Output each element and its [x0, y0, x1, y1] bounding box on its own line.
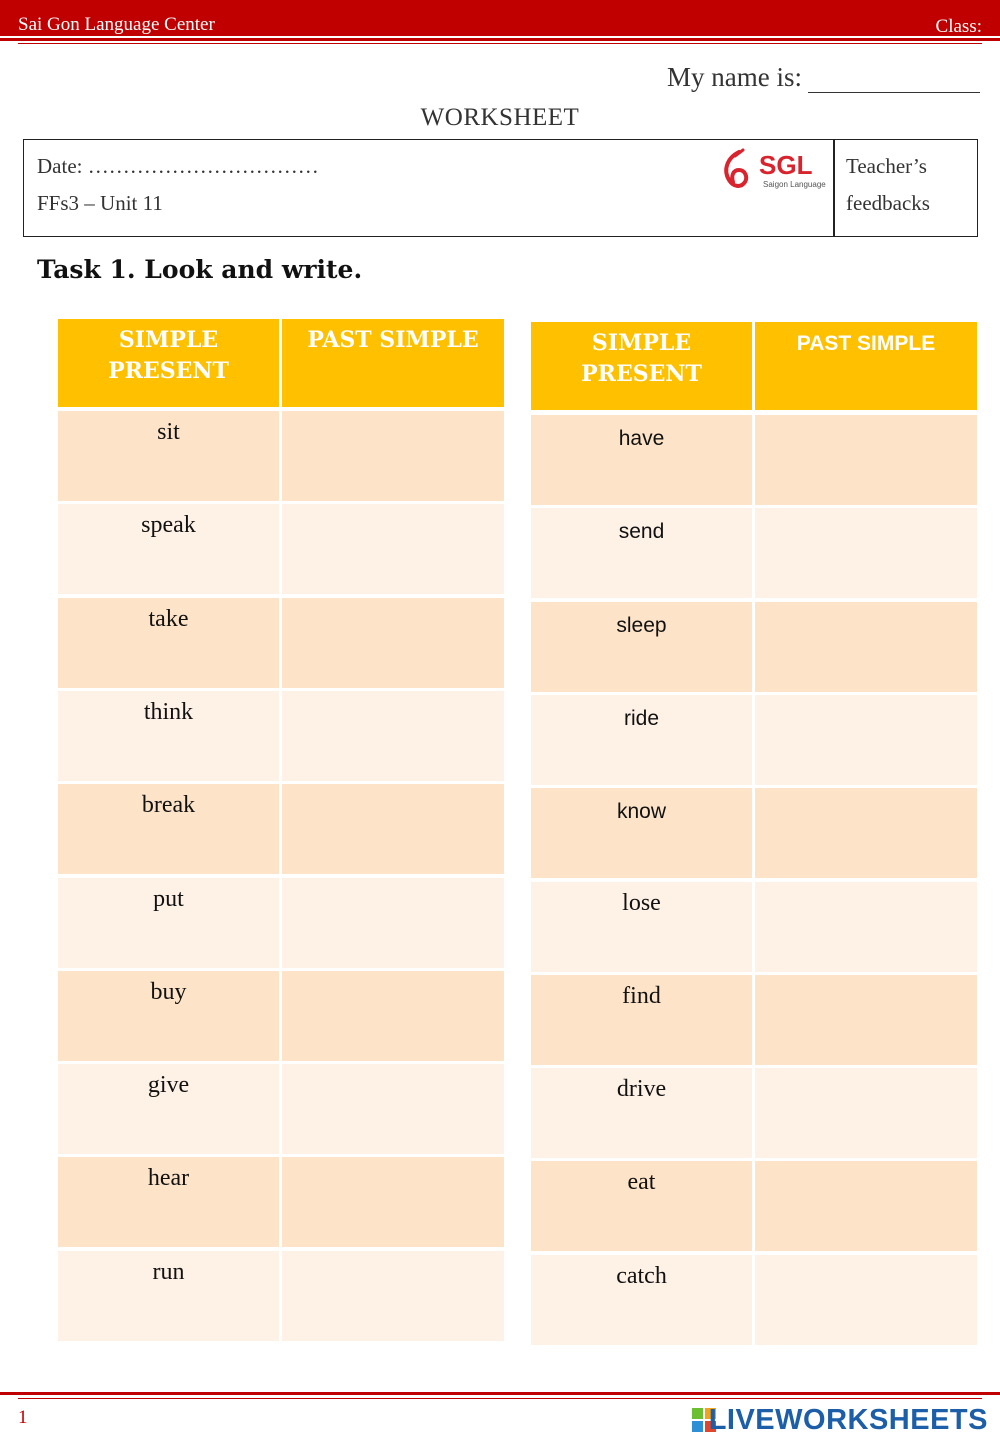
past-simple-answer-cell[interactable] — [755, 788, 977, 878]
past-simple-answer-cell[interactable] — [755, 975, 977, 1065]
present-verb-cell: send — [531, 508, 752, 598]
present-verb-cell: put — [58, 878, 279, 968]
header-divider-thin — [18, 43, 982, 44]
past-simple-answer-cell[interactable] — [755, 602, 977, 692]
feedback-label-line2: feedbacks — [846, 191, 930, 215]
task-title: Task 1. Look and write. — [37, 255, 363, 284]
present-verb-cell: ride — [531, 695, 752, 785]
date-field: Date: …………………………… — [37, 154, 319, 178]
past-simple-answer-cell[interactable] — [755, 882, 977, 972]
present-verb-cell: have — [531, 415, 752, 505]
past-simple-answer-cell[interactable] — [282, 1251, 504, 1341]
logo-subtext: Saigon Language — [763, 180, 826, 189]
past-simple-answer-cell[interactable] — [282, 598, 504, 688]
table-row — [531, 975, 977, 1065]
header-past-simple: PAST SIMPLE — [796, 332, 936, 355]
verb-table-left — [58, 319, 504, 1343]
table-row — [58, 1251, 504, 1341]
table-header — [531, 322, 977, 410]
liveworksheets-brand: LIVEWORKSHEETS — [708, 1404, 988, 1436]
table-row — [58, 504, 504, 594]
header-simple-present — [58, 319, 279, 407]
table-header — [58, 319, 504, 407]
present-verb-cell: catch — [531, 1255, 752, 1345]
past-simple-answer-cell[interactable] — [282, 691, 504, 781]
footer-divider-thin — [18, 1398, 982, 1399]
name-row — [667, 62, 980, 93]
present-verb-cell: sleep — [531, 602, 752, 692]
past-simple-answer-cell[interactable] — [755, 1255, 977, 1345]
past-simple-answer-cell[interactable] — [755, 415, 977, 505]
present-verb-cell: break — [58, 784, 279, 874]
present-verb-cell: eat — [531, 1161, 752, 1251]
page-number: 1 — [18, 1407, 28, 1428]
past-simple-answer-cell[interactable] — [282, 971, 504, 1061]
table-row — [58, 1157, 504, 1247]
center-name: Sai Gon Language Center — [18, 14, 215, 35]
present-verb-cell: hear — [58, 1157, 279, 1247]
logo-text: SGL — [759, 150, 813, 180]
present-verb-cell: speak — [58, 504, 279, 594]
past-simple-answer-cell[interactable] — [755, 1068, 977, 1158]
unit-label: FFs3 – Unit 11 — [37, 191, 163, 215]
header-simple-present — [531, 322, 752, 410]
class-label: Class: — [935, 16, 982, 37]
feedback-label-line1: Teacher’s — [846, 154, 927, 178]
sgl-logo — [719, 146, 829, 196]
table-row — [58, 598, 504, 688]
table-row — [58, 1064, 504, 1154]
info-box-divider — [833, 140, 835, 236]
present-verb-cell: find — [531, 975, 752, 1065]
footer-divider — [0, 1392, 1000, 1395]
past-simple-answer-cell[interactable] — [282, 1157, 504, 1247]
present-verb-cell: think — [58, 691, 279, 781]
present-verb-cell: sit — [58, 411, 279, 501]
header-divider — [0, 38, 1000, 41]
present-verb-cell: buy — [58, 971, 279, 1061]
header-past-simple: PAST SIMPLE — [307, 327, 479, 353]
table-row — [531, 1068, 977, 1158]
header-band — [0, 0, 1000, 36]
table-row — [531, 788, 977, 878]
table-row — [58, 878, 504, 968]
present-verb-cell: know — [531, 788, 752, 878]
past-simple-answer-cell[interactable] — [755, 695, 977, 785]
present-verb-cell: give — [58, 1064, 279, 1154]
present-verb-cell: run — [58, 1251, 279, 1341]
past-simple-answer-cell[interactable] — [282, 784, 504, 874]
worksheet-title: WORKSHEET — [420, 104, 580, 131]
table-row — [531, 508, 977, 598]
present-verb-cell: take — [58, 598, 279, 688]
table-row — [58, 691, 504, 781]
past-simple-answer-cell[interactable] — [755, 1161, 977, 1251]
past-simple-answer-cell[interactable] — [282, 1064, 504, 1154]
present-verb-cell: lose — [531, 882, 752, 972]
table-row — [531, 415, 977, 505]
present-verb-cell: drive — [531, 1068, 752, 1158]
table-row — [531, 602, 977, 692]
header-simple-present-line2: PRESENT — [581, 361, 702, 387]
name-field[interactable] — [808, 63, 980, 93]
table-row — [531, 882, 977, 972]
table-row — [531, 1161, 977, 1251]
past-simple-answer-cell[interactable] — [282, 504, 504, 594]
verb-table-right — [531, 322, 977, 1343]
table-row — [531, 1255, 977, 1345]
header-simple-present-line1: SIMPLE — [591, 330, 692, 356]
table-row — [58, 971, 504, 1061]
header-simple-present-line2: PRESENT — [108, 358, 229, 384]
header-simple-present-line1: SIMPLE — [118, 327, 219, 353]
info-box — [23, 139, 978, 237]
table-row — [58, 411, 504, 501]
table-row — [58, 784, 504, 874]
past-simple-answer-cell[interactable] — [755, 508, 977, 598]
past-simple-answer-cell[interactable] — [282, 878, 504, 968]
name-label: My name is: — [667, 62, 802, 92]
table-row — [531, 695, 977, 785]
past-simple-answer-cell[interactable] — [282, 411, 504, 501]
